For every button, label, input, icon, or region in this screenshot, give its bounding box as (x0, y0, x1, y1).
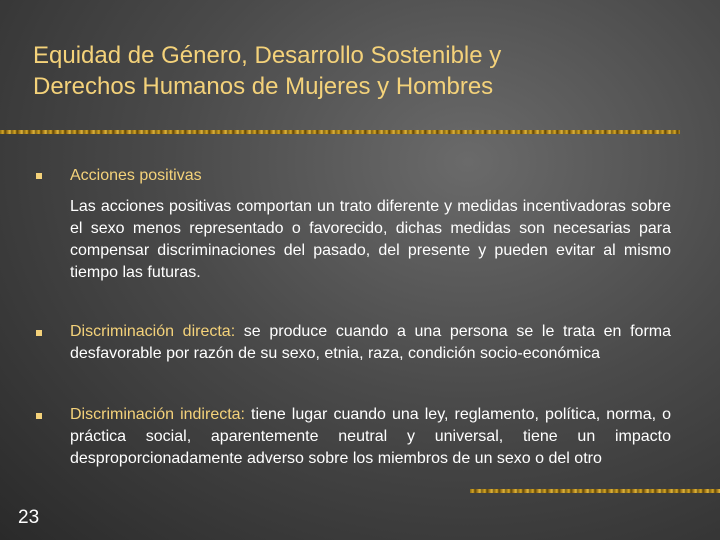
item-discriminacion-indirecta (70, 404, 671, 470)
item-discriminacion-directa (70, 321, 671, 365)
bullet-icon (36, 413, 42, 419)
title-line-2: Derechos Humanos de Mujeres y Hombres (33, 73, 494, 100)
bullet-icon (36, 330, 42, 336)
item-heading-acciones-positivas: Acciones positivas (70, 167, 202, 184)
page-number: 23 (18, 507, 40, 528)
title-line-1: Equidad de Género, Desarrollo Sostenible y (33, 42, 502, 69)
item-text-acciones-positivas: Las acciones positivas comportan un trato diferente y medidas incentivadoras sobre el sexo menos representado o favorecido, dichas medidas son necesarias para compensar discriminaciones del pasado, del presente y pueden evitar al mismo tiempo las futuras. (70, 198, 671, 281)
definition-discriminacion-indirecta: tiene lugar cuando una ley, reglamento, política, norma, o práctica social, aparentemente neutral y universal, tiene un impacto desproporcionadamente adverso sobre los miembros de un sexo o del otro (70, 406, 671, 467)
bullet-icon (36, 173, 42, 179)
title-divider (0, 130, 680, 134)
definition-discriminacion-directa: se produce cuando a una persona se le trata en forma desfavorable por razón de su sexo, etnia, raza, condición socio-económica (70, 323, 672, 362)
slide-title (33, 40, 673, 102)
term-discriminacion-directa: Discriminación directa: (70, 323, 236, 340)
term-discriminacion-indirecta: Discriminación indirecta: (70, 406, 245, 423)
bottom-divider (470, 489, 720, 493)
